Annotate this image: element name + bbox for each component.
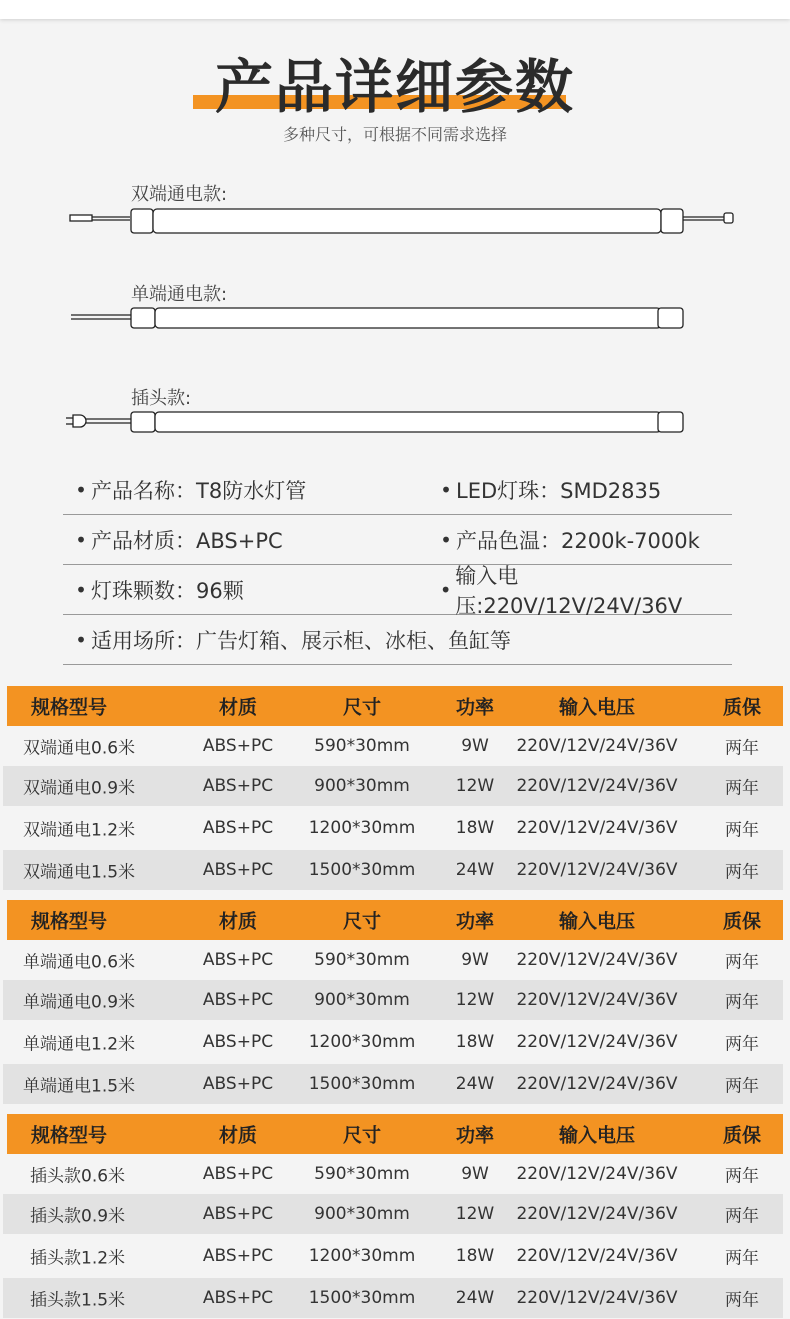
- table-cell: 两年: [725, 738, 759, 759]
- page-title: 产品详细参数: [214, 53, 575, 121]
- table-cell: 18W: [455, 1246, 495, 1266]
- table-cell: 1200*30mm: [308, 818, 416, 838]
- table-cell: 9W: [461, 1164, 489, 1184]
- table-cell: ABS+PC: [202, 1288, 274, 1308]
- top-bar: [0, 0, 790, 19]
- table-cell: 两年: [725, 1248, 759, 1269]
- table-row: [3, 1194, 783, 1234]
- column-header: 功率: [455, 1124, 495, 1147]
- table-cell: 两年: [725, 820, 759, 841]
- bullet-icon: •: [75, 577, 87, 602]
- table-cell: 单端通电1.5米: [23, 1076, 136, 1097]
- table-cell: ABS+PC: [202, 736, 274, 756]
- table-cell: ABS+PC: [202, 818, 274, 838]
- table-cell: 双端通电1.2米: [23, 820, 136, 841]
- table-cell: ABS+PC: [202, 1246, 274, 1266]
- tube-single-end-image: [0, 305, 790, 341]
- column-header: 质保: [722, 696, 762, 719]
- table-cell: ABS+PC: [202, 1032, 274, 1052]
- table-row: [3, 1154, 783, 1194]
- table-cell: 两年: [725, 862, 759, 883]
- table-cell: 两年: [725, 778, 759, 799]
- table-cell: ABS+PC: [202, 950, 274, 970]
- table-cell: 两年: [725, 1290, 759, 1311]
- column-header: 功率: [455, 696, 495, 719]
- table-cell: ABS+PC: [202, 1204, 274, 1224]
- column-header: 材质: [218, 1124, 258, 1147]
- column-header: 输入电压: [558, 696, 636, 719]
- spec-material: 产品材质：ABS+PC: [91, 528, 283, 553]
- table-cell: ABS+PC: [202, 776, 274, 796]
- tube-plug-image: [0, 408, 790, 444]
- spec-row: [63, 465, 732, 515]
- table-cell: 单端通电0.6米: [23, 952, 136, 973]
- spec-list: [63, 465, 732, 665]
- table-cell: 双端通电0.6米: [23, 738, 136, 759]
- table-row: [3, 766, 783, 806]
- table-cell: 1200*30mm: [308, 1032, 416, 1052]
- table-cell: 双端通电0.9米: [23, 778, 136, 799]
- tube-label-single: 单端通电款:: [131, 284, 228, 305]
- spec-color-temp: 产品色温：2200k-7000k: [456, 528, 700, 553]
- bullet-icon: •: [75, 627, 87, 652]
- table-cell: 590*30mm: [314, 950, 410, 970]
- table-cell: 220V/12V/24V/36V: [516, 818, 678, 838]
- table-cell: 18W: [455, 818, 495, 838]
- column-header: 材质: [218, 696, 258, 719]
- column-header: 输入电压: [558, 1124, 636, 1147]
- column-header: 输入电压: [558, 910, 636, 933]
- table-row: [3, 1278, 783, 1318]
- table-cell: 两年: [725, 952, 759, 973]
- table-cell: 220V/12V/24V/36V: [516, 736, 678, 756]
- table-cell: 9W: [461, 736, 489, 756]
- column-header: 尺寸: [342, 696, 382, 719]
- table-cell: ABS+PC: [202, 990, 274, 1010]
- table-cell: 1200*30mm: [308, 1246, 416, 1266]
- table-row: [3, 806, 783, 850]
- page-subtitle: 多种尺寸，可根据不同需求选择: [282, 125, 507, 144]
- table-cell: 220V/12V/24V/36V: [516, 860, 678, 880]
- table-row: [3, 850, 783, 890]
- column-header: 尺寸: [342, 910, 382, 933]
- table-cell: 两年: [725, 1166, 759, 1187]
- column-header: 尺寸: [342, 1124, 382, 1147]
- spec-row: [63, 615, 732, 665]
- table-row: [3, 940, 783, 980]
- table-row: [3, 726, 783, 766]
- spec-row: [63, 563, 732, 618]
- table-cell: 220V/12V/24V/36V: [516, 950, 678, 970]
- table-row: [3, 1234, 783, 1278]
- table-cell: 24W: [455, 1074, 495, 1094]
- table-header: [7, 686, 783, 726]
- bullet-icon: •: [440, 477, 452, 502]
- tube-label-double: 双端通电款:: [131, 184, 228, 205]
- table-cell: 590*30mm: [314, 1164, 410, 1184]
- column-header: 规格型号: [31, 1124, 108, 1147]
- table-cell: 220V/12V/24V/36V: [516, 1204, 678, 1224]
- column-header: 规格型号: [31, 696, 108, 719]
- table-cell: 插头款1.2米: [30, 1248, 126, 1269]
- table-cell: 两年: [725, 1076, 759, 1097]
- table-cell: 双端通电1.5米: [23, 862, 136, 883]
- table-cell: 1500*30mm: [308, 1288, 416, 1308]
- table-cell: 12W: [455, 1204, 495, 1224]
- table-cell: 220V/12V/24V/36V: [516, 1032, 678, 1052]
- column-header: 规格型号: [31, 910, 108, 933]
- column-header: 功率: [455, 910, 495, 933]
- table-cell: 590*30mm: [314, 736, 410, 756]
- table-row: [3, 980, 783, 1020]
- table-cell: 220V/12V/24V/36V: [516, 990, 678, 1010]
- column-header: 材质: [218, 910, 258, 933]
- table-cell: ABS+PC: [202, 860, 274, 880]
- tube-label-plug: 插头款:: [131, 388, 192, 409]
- tube-double-end-image: [0, 205, 790, 241]
- table-cell: 两年: [725, 1034, 759, 1055]
- table-cell: 两年: [725, 992, 759, 1013]
- table-row: [3, 1020, 783, 1064]
- spec-led-chip: LED灯珠：SMD2835: [456, 478, 662, 503]
- table-header: [7, 900, 783, 940]
- table-cell: 220V/12V/24V/36V: [516, 1074, 678, 1094]
- table-cell: 900*30mm: [314, 1204, 410, 1224]
- table-cell: 220V/12V/24V/36V: [516, 1288, 678, 1308]
- table-cell: 两年: [725, 1206, 759, 1227]
- table-cell: ABS+PC: [202, 1164, 274, 1184]
- table-cell: 12W: [455, 776, 495, 796]
- table-cell: 900*30mm: [314, 990, 410, 1010]
- table-cell: ABS+PC: [202, 1074, 274, 1094]
- table-cell: 9W: [461, 950, 489, 970]
- spec-product-name: 产品名称：T8防水灯管: [91, 478, 307, 503]
- table-cell: 单端通电1.2米: [23, 1034, 136, 1055]
- table-cell: 1500*30mm: [308, 1074, 416, 1094]
- bullet-icon: •: [75, 477, 87, 502]
- table-cell: 220V/12V/24V/36V: [516, 1246, 678, 1266]
- spec-row: [63, 515, 732, 565]
- table-cell: 18W: [455, 1032, 495, 1052]
- table-cell: 插头款1.5米: [30, 1290, 126, 1311]
- table-cell: 插头款0.9米: [30, 1206, 126, 1227]
- table-cell: 220V/12V/24V/36V: [516, 1164, 678, 1184]
- table-cell: 12W: [455, 990, 495, 1010]
- spec-led-count: 灯珠颗数：96颗: [91, 578, 244, 603]
- column-header: 质保: [722, 1124, 762, 1147]
- table-cell: 220V/12V/24V/36V: [516, 776, 678, 796]
- table-cell: 900*30mm: [314, 776, 410, 796]
- bullet-icon: •: [440, 527, 452, 552]
- table-row: [3, 1064, 783, 1104]
- table-cell: 24W: [455, 1288, 495, 1308]
- spec-voltage: 输入电压:220V/12V/24V/36V: [455, 563, 683, 618]
- column-header: 质保: [722, 910, 762, 933]
- table-cell: 插头款0.6米: [30, 1166, 126, 1187]
- table-header: [7, 1114, 783, 1154]
- bullet-icon: •: [439, 577, 452, 602]
- table-cell: 1500*30mm: [308, 860, 416, 880]
- table-cell: 24W: [455, 860, 495, 880]
- spec-applications: 适用场所：广告灯箱、展示柜、冰柜、鱼缸等: [91, 628, 511, 653]
- table-cell: 单端通电0.9米: [23, 992, 136, 1013]
- bullet-icon: •: [75, 527, 87, 552]
